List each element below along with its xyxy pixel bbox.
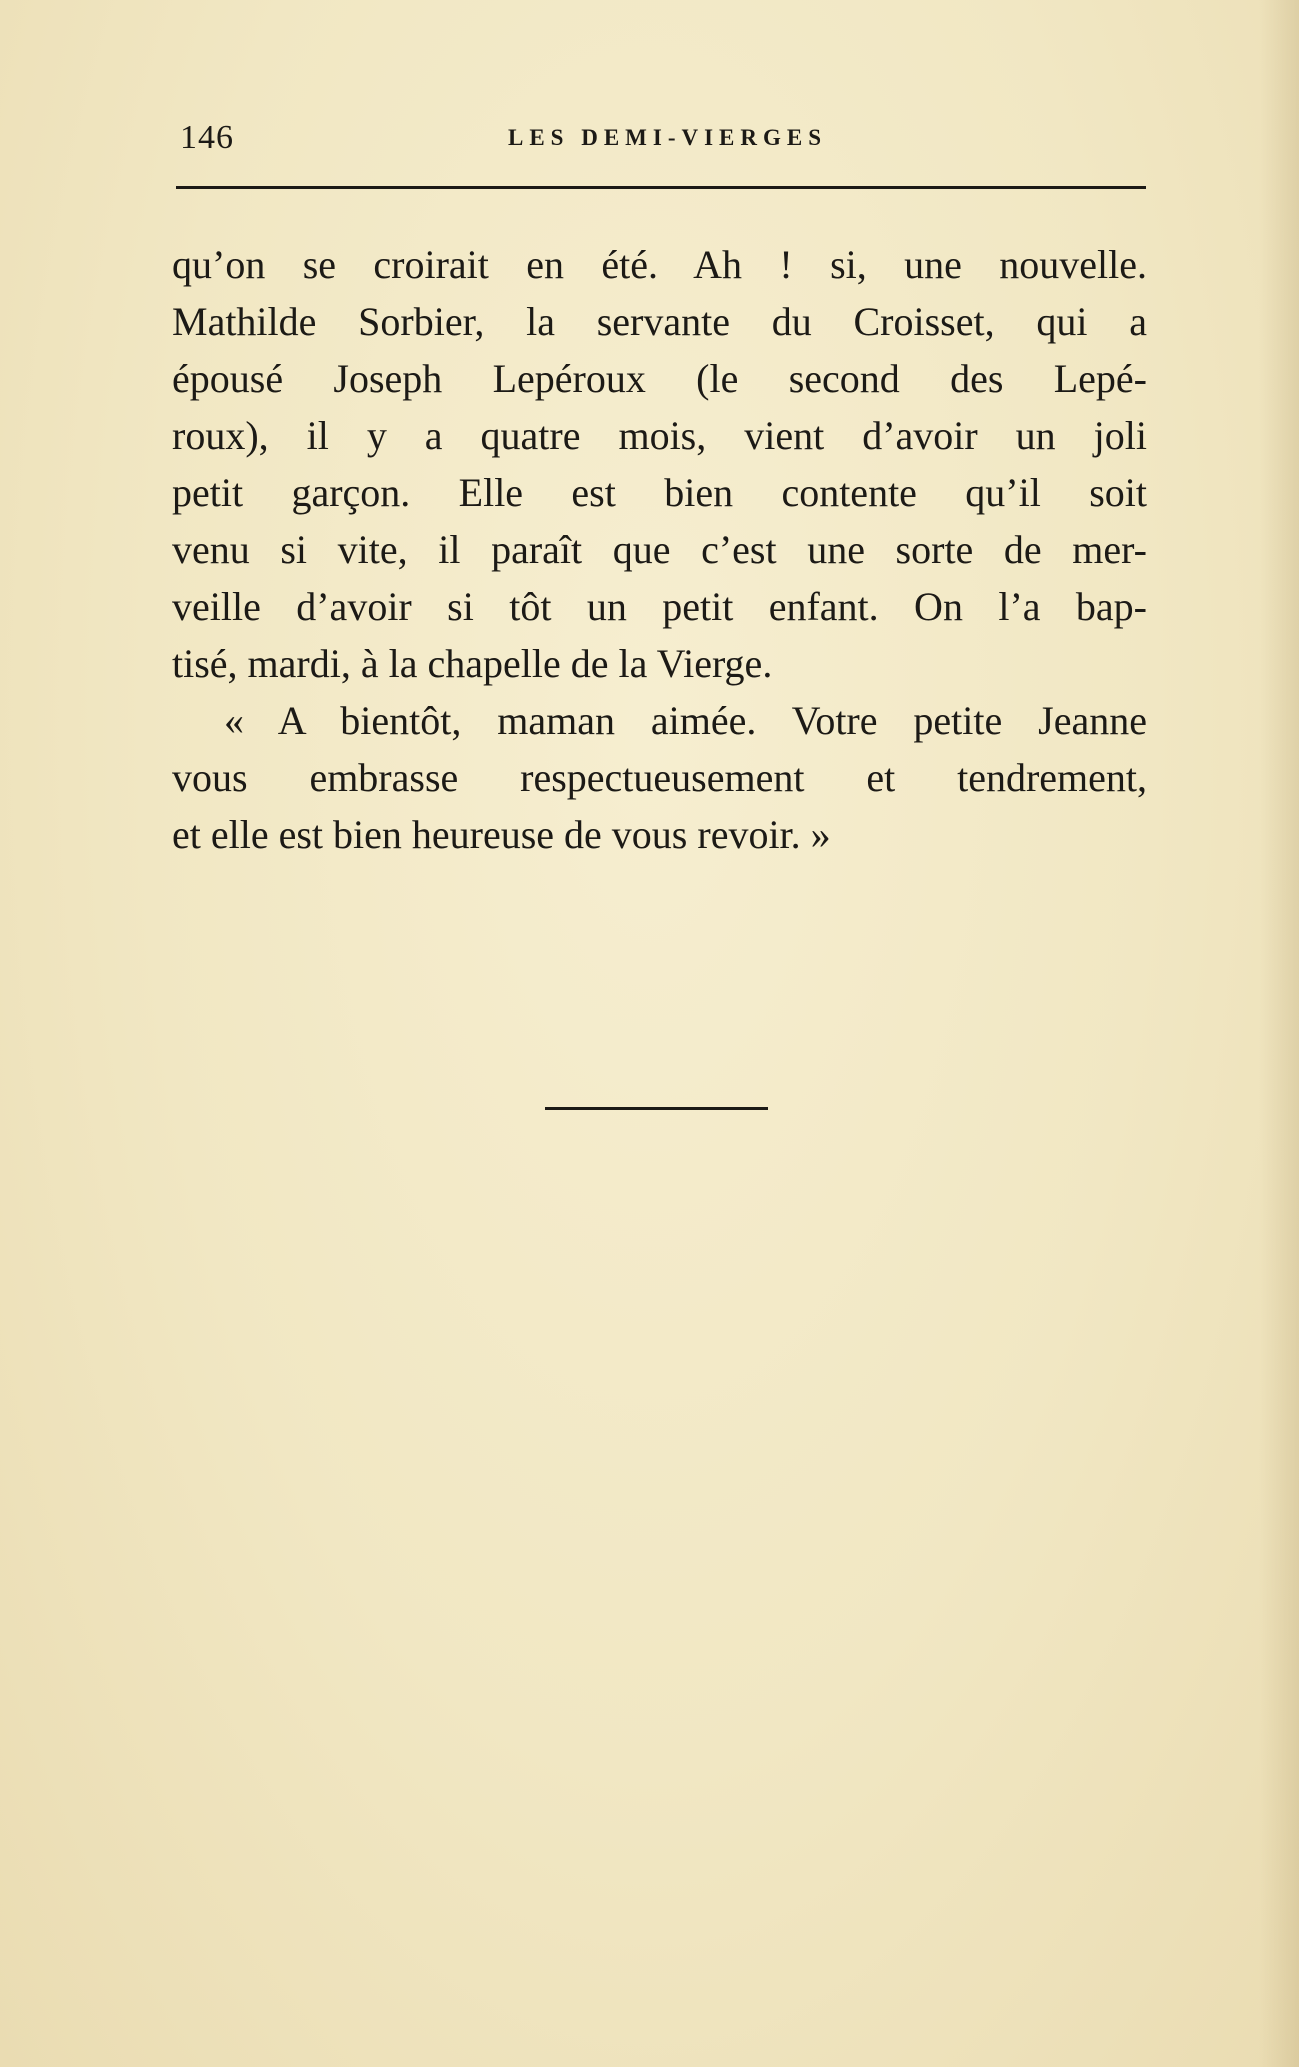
text-line: « A bientôt, maman aimée. Votre petite Jeanne <box>224 698 1147 743</box>
text-line: et elle est bien heureuse de vous revoir. » <box>172 812 831 857</box>
text-line: petit garçon. Elle est bien contente qu’il soit <box>172 470 1147 515</box>
text-line: Mathilde Sorbier, la servante du Croisset, qui a <box>172 299 1147 344</box>
body-text <box>172 236 1147 863</box>
text-line: venu si vite, il paraît que c’est une sorte de mer- <box>172 527 1147 572</box>
running-head <box>172 118 1147 158</box>
text-line: roux), il y a quatre mois, vient d’avoir un joli <box>172 413 1147 458</box>
chapter-end-rule <box>545 1107 768 1110</box>
text-line: qu’on se croirait en été. Ah ! si, une nouvelle. <box>172 242 1147 287</box>
page-number: 146 <box>180 119 234 156</box>
text-line: veille d’avoir si tôt un petit enfant. On l’a bap- <box>172 584 1147 629</box>
text-line: vous embrasse respectueusement et tendrement, <box>172 755 1147 800</box>
header-rule <box>176 186 1146 189</box>
running-title: LES DEMI-VIERGES <box>507 125 828 150</box>
text-line: tisé, mardi, à la chapelle de la Vierge. <box>172 641 773 686</box>
text-line: épousé Joseph Lepéroux (le second des Lepé- <box>172 356 1147 401</box>
page-edge-shadow <box>1259 0 1299 2067</box>
